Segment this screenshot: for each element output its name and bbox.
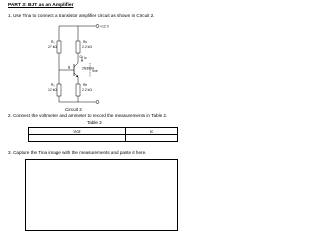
table-cell-ic[interactable] <box>126 135 178 142</box>
measurements-table <box>28 127 178 142</box>
resistor-re <box>76 84 80 96</box>
resistor-r2 <box>57 84 61 96</box>
r2-name-label: R₂ <box>51 83 55 87</box>
supply-label: +12 V <box>100 24 109 29</box>
part-heading: PART 3: BJT as an Amplifier <box>8 3 74 8</box>
resistor-r1 <box>57 41 61 53</box>
table-caption: Table 2 <box>87 120 102 125</box>
image-paste-box[interactable] <box>25 159 178 231</box>
re-name-label: Rᴇ <box>83 83 88 87</box>
ic-label: Iᴄ <box>84 56 87 60</box>
transistor-label: 2N3904 <box>82 66 94 71</box>
r1-value-label: 27 kΩ <box>48 45 57 49</box>
rc-value-label: 2.2 kΩ <box>82 45 92 49</box>
r2-value-label: 12 kΩ <box>48 88 57 92</box>
table-cell-vce[interactable] <box>29 135 126 142</box>
r1-name-label: R₁ <box>51 40 55 44</box>
instruction-step-2: 2. Connect the voltmeter and ammeter to record the measurements in Table 2. <box>8 113 168 118</box>
resistor-rc <box>76 41 80 53</box>
transistor-collector-lead <box>74 63 78 67</box>
ground-terminal <box>96 101 99 104</box>
base-label: B <box>68 65 71 70</box>
vce-label: Vᴄᴇ <box>92 69 98 73</box>
table-header-ic: Iᴄ <box>126 128 178 135</box>
table-header-vce: Vᴄᴇ <box>29 128 126 135</box>
table-header-row <box>29 128 178 135</box>
instruction-step-3: 3. Capture the Tina image with the measurements and paste it here. <box>8 150 147 155</box>
table-row <box>29 135 178 142</box>
collector-label: C <box>79 55 82 59</box>
supply-terminal <box>96 25 99 28</box>
rc-name-label: Rᴄ <box>83 40 88 44</box>
circuit-caption: Circuit 2 <box>65 107 82 112</box>
re-value-label: 2.2 kΩ <box>82 88 92 92</box>
instruction-step-1: 1. Use Tina to connect a transistor amplifier circuit as shown in Circuit 2. <box>8 13 155 18</box>
ic-arrow-head <box>81 60 83 62</box>
